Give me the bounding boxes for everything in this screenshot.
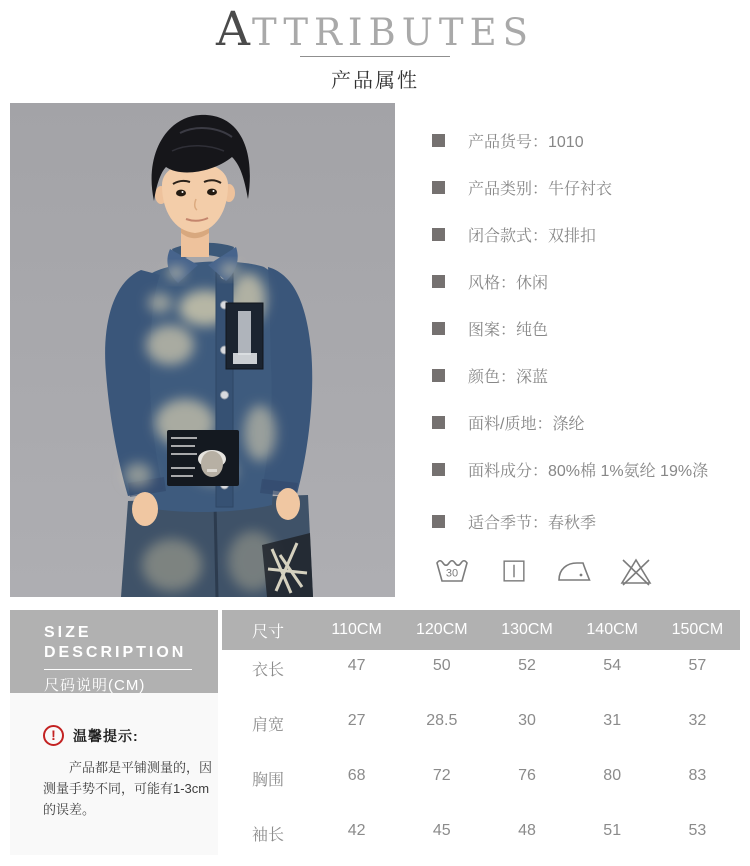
table-cell: 32	[688, 712, 707, 729]
table-row	[222, 760, 740, 815]
attribute-text: 产品类别：牛仔衬衣	[468, 181, 613, 198]
table-cell: 76	[518, 767, 536, 784]
row-label: 衣长	[251, 662, 284, 679]
size-table-header	[222, 610, 740, 650]
attribute-text: 面料/质地：涤纶	[468, 416, 585, 433]
table-cell: 68	[347, 767, 366, 784]
attributes-list	[432, 117, 744, 588]
attribute-item	[432, 352, 744, 399]
page-title	[0, 4, 750, 56]
attribute-text: 产品货号：1010	[468, 134, 584, 151]
size-title-cn: 尺码说明(CM)	[44, 676, 146, 694]
do-not-bleach-icon	[617, 554, 655, 588]
table-header-cell: 130CM	[501, 621, 553, 638]
table-cell: 83	[688, 767, 707, 784]
bullet-square-icon	[432, 515, 445, 528]
size-title-underline	[44, 669, 192, 670]
size-description-header	[10, 610, 218, 693]
attribute-item	[432, 446, 744, 493]
denim-shirt	[105, 243, 312, 512]
table-header-cell: 140CM	[586, 621, 638, 638]
bullet-square-icon	[432, 181, 445, 194]
page-subtitle: 产品属性	[331, 69, 419, 92]
table-row	[222, 650, 740, 705]
table-cell: 30	[518, 712, 536, 729]
attribute-item	[432, 399, 744, 446]
left-hand	[132, 492, 158, 526]
attribute-text: 面料成分：80%棉 1%氨纶 19%涤	[468, 463, 709, 480]
table-cell: 51	[603, 822, 622, 839]
table-cell: 53	[688, 822, 707, 839]
attribute-item	[432, 258, 744, 305]
table-cell: 54	[603, 657, 622, 674]
tip-body: 产品都是平铺测量的，因测量手势不同，可能有1-3cm的误差。	[43, 760, 213, 818]
wash-30-icon	[433, 554, 473, 588]
table-cell: 72	[432, 767, 451, 784]
bullet-square-icon	[432, 463, 445, 476]
attribute-item	[432, 211, 744, 258]
size-table	[222, 610, 740, 866]
title-rest: TTRIBUTES	[252, 11, 534, 54]
right-hand	[276, 488, 300, 520]
attribute-text: 风格：休闲	[468, 275, 549, 292]
bullet-square-icon	[432, 275, 445, 288]
title-lead-letter: A	[216, 2, 252, 57]
table-row	[222, 705, 740, 760]
row-label: 袖长	[251, 827, 284, 844]
bullet-square-icon	[432, 228, 445, 241]
size-tip-panel	[10, 693, 218, 855]
attribute-text: 颜色：深蓝	[468, 369, 549, 386]
attributes-header	[0, 4, 750, 93]
attribute-item	[432, 117, 744, 164]
table-cell: 48	[518, 822, 536, 839]
table-header-cell: 120CM	[416, 621, 468, 638]
row-label: 胸围	[251, 772, 284, 789]
table-cell: 42	[347, 822, 366, 839]
bullet-square-icon	[432, 322, 445, 335]
row-label: 肩宽	[251, 717, 284, 734]
table-cell: 47	[347, 657, 366, 674]
einstein-patch	[167, 430, 239, 486]
product-photo	[10, 103, 395, 597]
svg-text:30: 30	[445, 567, 459, 580]
tip-title: 温馨提示:	[73, 727, 139, 744]
table-cell: 57	[688, 657, 707, 674]
size-description-panel	[10, 610, 218, 855]
table-cell: 31	[603, 712, 622, 729]
table-cell: 28.5	[426, 712, 458, 729]
table-cell: 27	[347, 712, 366, 729]
table-header-cell: 110CM	[331, 621, 382, 638]
table-header-cell: 150CM	[671, 621, 724, 638]
care-symbols-row	[433, 554, 744, 588]
attribute-text: 闭合款式：双排扣	[468, 228, 597, 245]
table-cell: 45	[432, 822, 451, 839]
table-cell: 50	[432, 657, 451, 674]
bullet-square-icon	[432, 134, 445, 147]
table-header-cell: 尺寸	[251, 623, 284, 641]
size-title-en: SIZE DESCRIPTION	[44, 624, 187, 662]
title-underline	[300, 56, 450, 57]
bullet-square-icon	[432, 416, 445, 429]
attribute-text: 图案：纯色	[468, 322, 549, 339]
warning-exclamation-icon: !	[43, 725, 64, 746]
bullet-square-icon	[432, 369, 445, 382]
table-row	[222, 815, 740, 866]
table-cell: 52	[518, 657, 536, 674]
chest-patch	[226, 303, 263, 369]
attribute-item	[432, 305, 744, 352]
drip-dry-icon	[497, 554, 531, 588]
attribute-item	[432, 498, 744, 545]
tip-header	[43, 725, 206, 746]
attribute-text: 适合季节：春秋季	[468, 515, 597, 532]
table-cell: 80	[603, 767, 622, 784]
attribute-item	[432, 164, 744, 211]
iron-low-heat-icon	[555, 554, 593, 588]
